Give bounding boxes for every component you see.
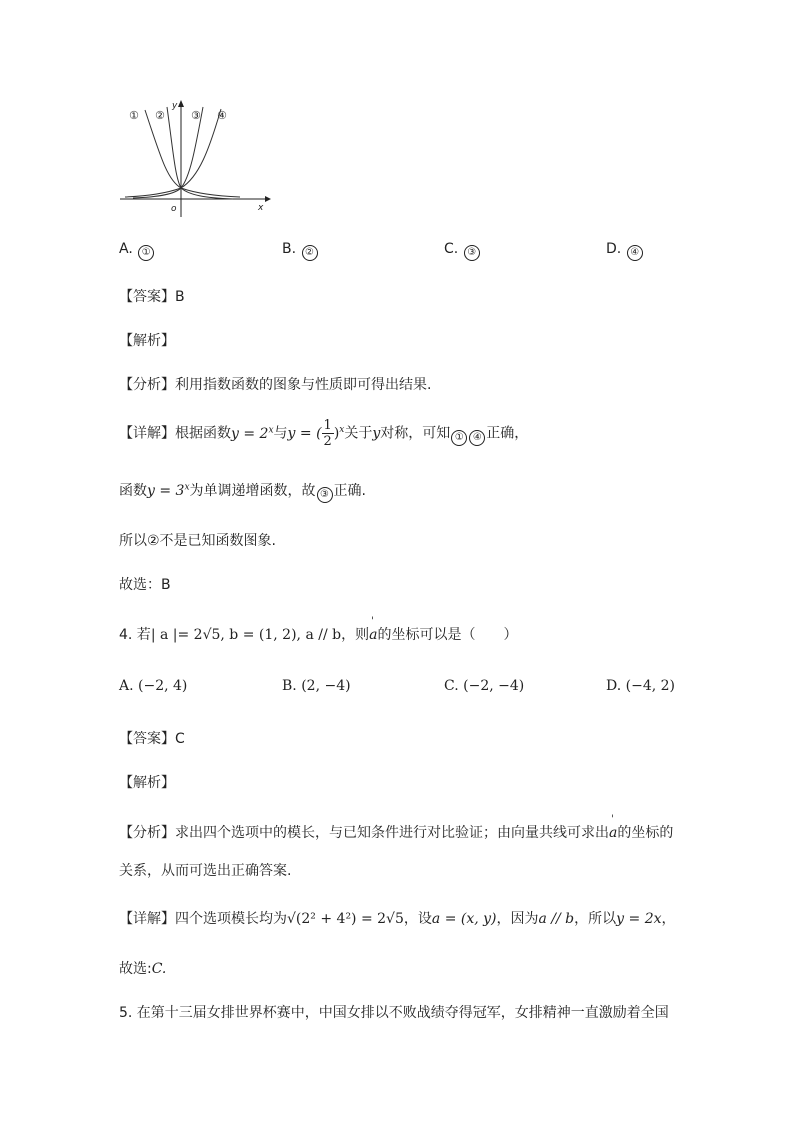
circled-number-icon: ③ [464, 245, 480, 261]
q4-option-a: A. (−2, 4) [119, 678, 188, 694]
q3-fenxi: 【分析】利用指数函数的图象与性质即可得出结果. [119, 377, 432, 393]
circled-number-icon: ④ [469, 430, 485, 446]
q3-choose: 故选：B [119, 577, 171, 593]
y-axis-label: y [172, 101, 178, 111]
q3-option-d: D. ④ [606, 241, 644, 261]
circled-number-icon: ① [138, 245, 154, 261]
q3-detail-line1: 【详解】根据函数$y = 2^x$与y = ( $\frac{1}{2}$ )$^x$关于y对称，可知 ① ④ 正确， [119, 418, 529, 449]
q3-answer: 【答案】B [119, 289, 185, 305]
q4-fenxi-line2: 关系，从而可选出正确答案. [119, 863, 292, 879]
x-axis-label: x [258, 203, 264, 213]
x-axis-arrow [265, 196, 271, 202]
q4-option-c: C. (−2, −4) [444, 678, 525, 694]
q3-option-c: C. ③ [444, 241, 481, 261]
q4-answer: 【答案】C [119, 731, 185, 747]
q3-analysis-heading: 【解析】 [119, 333, 175, 349]
q3-detail-line2: 函数$y = 3^x$为单调递增函数，故 ③ 正确. [119, 480, 366, 503]
circled-number-icon: ① [451, 430, 467, 446]
curve-label-3: ③ [191, 109, 201, 122]
curve-label-1: ① [129, 109, 139, 122]
q4-option-d: D. (−4, 2) [606, 678, 676, 694]
q4-option-b: B. (2, −4) [282, 678, 351, 694]
circled-number-icon: ③ [317, 487, 333, 503]
origin-label: o [171, 204, 177, 214]
circled-number-icon: ② [302, 245, 318, 261]
q4-fenxi-line1: 【分析】求出四个选项中的模长，与已知条件进行对比验证；由向量共线可求出' a的坐标的 [119, 822, 673, 842]
q5-stem: 5. 在第十三届女排世界杯赛中，中国女排以不败战绩夺得冠军，女排精神一直激励着全国 [119, 1005, 669, 1021]
curve-label-2: ② [155, 109, 165, 122]
q4-choose: 故选:C. [119, 961, 167, 977]
q4-stem: 4. 若| a |= 2√5, b = (1, 2), a // b，则' a的坐标可以是（ ） [119, 624, 517, 644]
q3-option-b: B. ② [282, 241, 319, 261]
q3-detail-line3: 所以②不是已知函数图象. [119, 533, 277, 549]
circled-number-icon: ④ [627, 245, 643, 261]
exponential-graph [115, 95, 275, 220]
q3-option-a: A. ① [119, 241, 155, 261]
q4-detail: 【详解】四个选项模长均为√(2² + 4²) = 2√5，设a = (x, y)，因为a // b，所以y = 2x， [119, 911, 676, 927]
curve-label-4: ④ [217, 109, 227, 122]
q4-analysis-heading: 【解析】 [119, 775, 175, 791]
y-axis-arrow [178, 100, 184, 107]
curve-1 [145, 110, 240, 197]
